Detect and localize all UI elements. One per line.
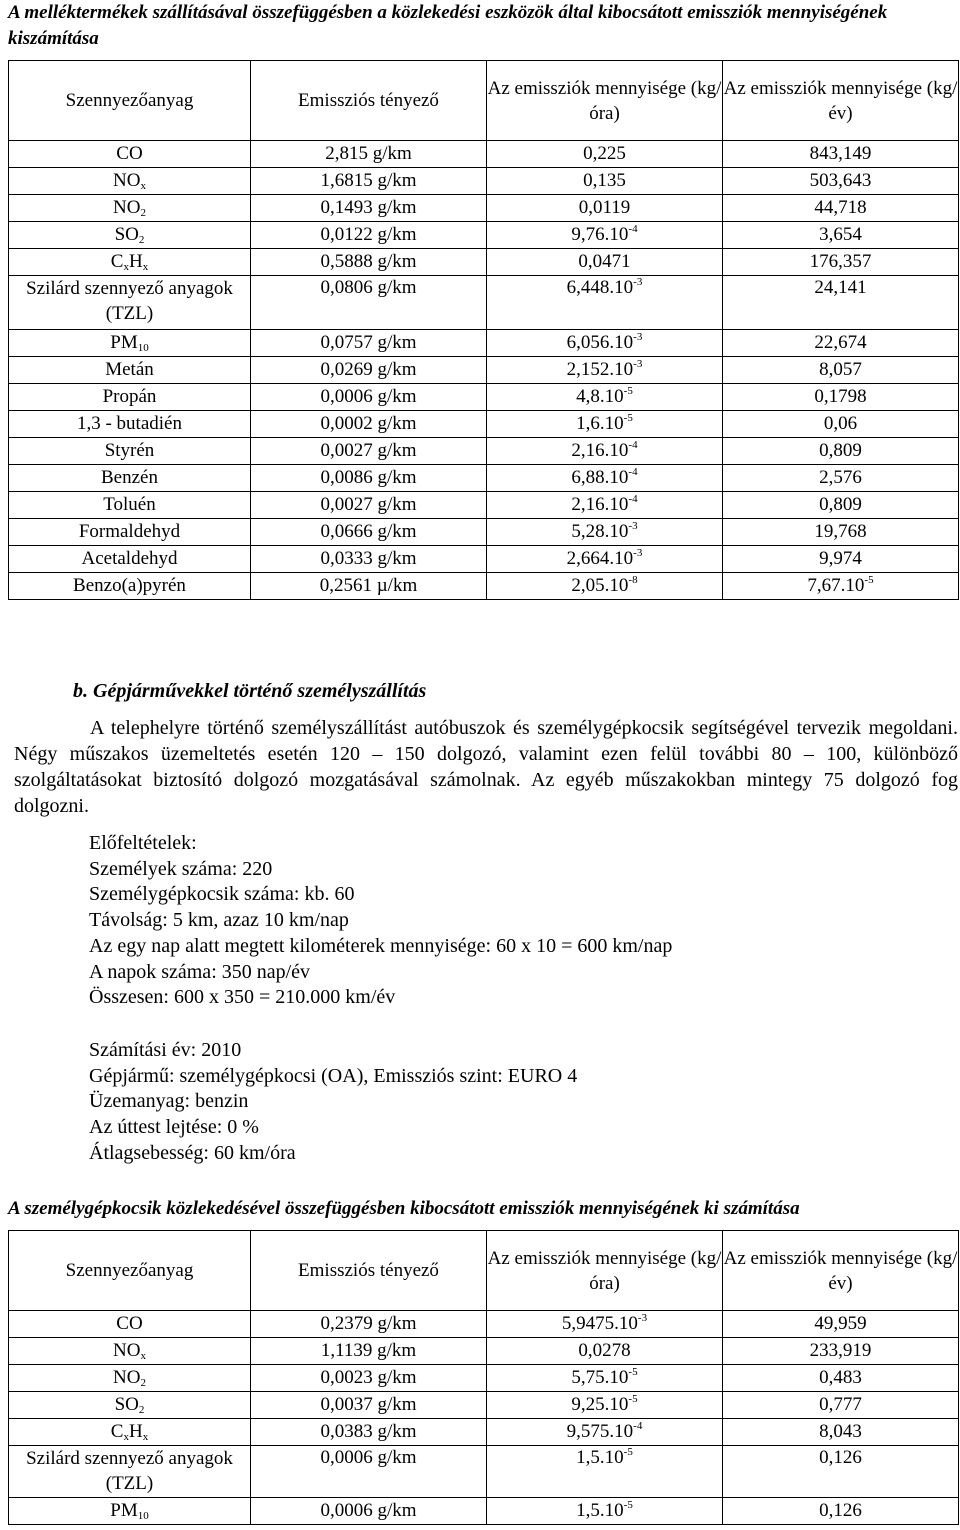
calc-line: Üzemanyag: benzin — [89, 1090, 249, 1113]
amount-per-hour-value: 1,6.10 — [576, 413, 624, 434]
cell-amount-per-hour — [487, 357, 723, 384]
emission-factor-value: 0,0006 g/km — [320, 386, 417, 407]
cell-emission-factor — [251, 276, 487, 330]
emission-factor-value: 0,0002 g/km — [320, 413, 417, 434]
table-row — [9, 249, 959, 276]
emission-table-byproducts — [8, 60, 959, 600]
table-row — [9, 1446, 959, 1498]
cell-amount-per-hour — [487, 1498, 723, 1525]
header-amount-per-hour: Az emissziók mennyisége (kg/óra) — [487, 61, 723, 141]
pollutant-name: Szilárd szennyező anyagok (TZL) — [26, 1448, 233, 1494]
pollutant-name-part: H — [128, 251, 143, 272]
cell-amount-per-year — [723, 1311, 959, 1338]
cell-amount-per-hour — [487, 384, 723, 411]
table-row — [9, 276, 959, 330]
cell-emission-factor — [251, 357, 487, 384]
cell-amount-per-year — [723, 195, 959, 222]
cell-pollutant — [9, 384, 251, 411]
cell-pollutant — [9, 168, 251, 195]
emission-factor-value: 0,5888 g/km — [320, 251, 417, 272]
emission-factor-value: 0,0027 g/km — [320, 440, 417, 461]
pollutant-subscript: 10 — [137, 342, 149, 354]
amount-per-year-value: 2,576 — [819, 467, 862, 488]
cell-amount-per-year — [723, 1365, 959, 1392]
pollutant-name: C — [110, 1421, 124, 1442]
cell-pollutant — [9, 546, 251, 573]
amount-per-hour-value: 0,225 — [583, 143, 626, 164]
cell-pollutant — [9, 1446, 251, 1498]
emission-factor-value: 0,2561 µ/km — [319, 575, 418, 596]
section-b-heading: b. Gépjárművekkel történő személyszállítás — [73, 680, 427, 702]
table-header-row — [9, 61, 959, 141]
cell-amount-per-hour — [487, 276, 723, 330]
cell-pollutant — [9, 276, 251, 330]
cell-amount-per-year — [723, 438, 959, 465]
amount-per-year-value: 0,1798 — [814, 386, 867, 407]
header-emission-factor: Emissziós tényező — [251, 1231, 487, 1311]
amount-per-year-value: 8,057 — [819, 359, 862, 380]
exponent: -3 — [633, 547, 643, 559]
cell-amount-per-hour — [487, 1419, 723, 1446]
emission-factor-value: 0,2379 g/km — [320, 1313, 417, 1334]
cell-amount-per-hour — [487, 1311, 723, 1338]
cell-amount-per-hour — [487, 168, 723, 195]
table-row — [9, 1311, 959, 1338]
cell-amount-per-year — [723, 1446, 959, 1498]
amount-per-year-value: 233,919 — [809, 1340, 872, 1361]
cell-amount-per-hour — [487, 438, 723, 465]
exponent: -5 — [623, 1446, 633, 1458]
cell-emission-factor — [251, 1446, 487, 1498]
prereq-line: Előfeltételek: — [89, 832, 197, 854]
header-emission-factor: Emissziós tényező — [251, 61, 487, 141]
cell-pollutant — [9, 411, 251, 438]
amount-per-hour-value: 5,9475.10 — [561, 1313, 638, 1334]
cell-emission-factor — [251, 330, 487, 357]
cell-emission-factor — [251, 519, 487, 546]
emission-factor-value: 0,0383 g/km — [320, 1421, 417, 1442]
pollutant-name: Acetaldehyd — [81, 548, 178, 569]
exponent: -8 — [628, 574, 638, 586]
cell-amount-per-year — [723, 573, 959, 600]
table-row — [9, 573, 959, 600]
amount-per-hour-value: 0,0471 — [578, 251, 631, 272]
emission-factor-value: 0,1493 g/km — [320, 197, 417, 218]
cell-amount-per-year — [723, 546, 959, 573]
amount-per-hour-value: 9,575.10 — [566, 1421, 634, 1442]
cell-emission-factor — [251, 1419, 487, 1446]
cell-emission-factor — [251, 1338, 487, 1365]
amount-per-hour-value: 2,16.10 — [571, 494, 629, 515]
amount-per-hour-value: 9,76.10 — [571, 224, 629, 245]
cell-pollutant — [9, 222, 251, 249]
amount-per-hour-value: 9,25.10 — [571, 1394, 629, 1415]
amount-per-hour-value: 5,75.10 — [571, 1367, 629, 1388]
cell-emission-factor — [251, 492, 487, 519]
pollutant-name: Benzén — [101, 467, 158, 488]
exponent: -5 — [623, 1499, 633, 1511]
pollutant-name: Metán — [105, 359, 154, 380]
emission-factor-value: 0,0006 g/km — [320, 1500, 417, 1521]
exponent: -5 — [623, 412, 633, 424]
cell-amount-per-year — [723, 411, 959, 438]
exponent: -4 — [628, 493, 638, 505]
header-amount-per-year: Az emissziók mennyisége (kg/év) — [723, 61, 959, 141]
exponent: -3 — [633, 276, 643, 288]
table-row — [9, 465, 959, 492]
pollutant-name: Szilárd szennyező anyagok (TZL) — [26, 278, 233, 324]
cell-emission-factor — [251, 411, 487, 438]
amount-per-year-value: 19,768 — [814, 521, 867, 542]
cell-amount-per-hour — [487, 1365, 723, 1392]
cell-amount-per-year — [723, 519, 959, 546]
cell-emission-factor — [251, 195, 487, 222]
emission-factor-value: 0,0806 g/km — [320, 277, 417, 298]
cell-emission-factor — [251, 438, 487, 465]
cell-amount-per-year — [723, 330, 959, 357]
exponent: -5 — [628, 1393, 638, 1405]
table-row — [9, 1365, 959, 1392]
amount-per-year-value: 0,777 — [819, 1394, 862, 1415]
cell-pollutant — [9, 1419, 251, 1446]
cell-amount-per-hour — [487, 573, 723, 600]
exponent: -3 — [633, 358, 643, 370]
exponent: -5 — [623, 385, 633, 397]
emission-table-cars — [8, 1230, 959, 1525]
section-b-paragraph: A telephelyre történő személyszállítást autóbuszok és személygépkocsik segítségével tervezik megoldani. Négy műszakos üzemeltetés esetén 120 – 150 dolgozó, valamint ezen felül további 80 – 100, különböző szolgáltatásokat biztosító dolgozó mozgatásával számolnak. Az egyéb műszakokban mintegy 75 dolgozó fog dolgozni. — [14, 717, 958, 817]
exponent: -3 — [633, 331, 643, 343]
table-row — [9, 411, 959, 438]
cell-emission-factor — [251, 1365, 487, 1392]
emission-factor-value: 0,0666 g/km — [320, 521, 417, 542]
amount-per-hour-value: 5,28.10 — [571, 521, 629, 542]
cell-emission-factor — [251, 168, 487, 195]
cell-pollutant — [9, 465, 251, 492]
cell-amount-per-hour — [487, 330, 723, 357]
emission-factor-value: 0,0037 g/km — [320, 1394, 417, 1415]
amount-per-year-value: 9,974 — [819, 548, 862, 569]
cell-amount-per-year — [723, 222, 959, 249]
pollutant-name: Styrén — [104, 440, 155, 461]
cell-emission-factor — [251, 573, 487, 600]
cell-pollutant — [9, 438, 251, 465]
cell-pollutant — [9, 1311, 251, 1338]
cell-amount-per-year — [723, 492, 959, 519]
table-row — [9, 1498, 959, 1525]
amount-per-hour-value: 0,135 — [583, 170, 626, 191]
emission-factor-value: 0,0086 g/km — [320, 467, 417, 488]
amount-per-hour-value: 2,152.10 — [566, 359, 634, 380]
prereq-line: Személyek száma: 220 — [89, 857, 273, 880]
amount-per-year-value: 49,959 — [814, 1313, 867, 1334]
pollutant-name: Toluén — [103, 494, 156, 515]
emission-factor-value: 1,1139 g/km — [320, 1340, 417, 1361]
cell-pollutant — [9, 141, 251, 168]
pollutant-name: Propán — [102, 386, 157, 407]
pollutant-name: Formaldehyd — [78, 521, 181, 542]
exponent: -4 — [628, 439, 638, 451]
cell-amount-per-hour — [487, 411, 723, 438]
emission-factor-value: 0,0122 g/km — [320, 224, 417, 245]
pollutant-subscript: x — [142, 1431, 149, 1443]
table-row — [9, 195, 959, 222]
exponent: -3 — [637, 1312, 648, 1324]
cell-amount-per-year — [723, 384, 959, 411]
emission-factor-value: 1,6815 g/km — [320, 170, 417, 191]
table-header-row — [9, 1231, 959, 1311]
exponent: -5 — [864, 574, 874, 586]
cell-amount-per-hour — [487, 1392, 723, 1419]
amount-per-year-value: 0,809 — [819, 440, 862, 461]
pollutant-subscript: x — [142, 261, 149, 273]
amount-per-year-value: 0,06 — [823, 413, 858, 434]
exponent: -3 — [628, 520, 638, 532]
cell-emission-factor — [251, 384, 487, 411]
cell-amount-per-year — [723, 357, 959, 384]
pollutant-name: PM — [110, 1500, 138, 1521]
cell-pollutant — [9, 357, 251, 384]
prereq-line: Távolság: 5 km, azaz 10 km/nap — [89, 909, 349, 932]
cell-amount-per-hour — [487, 141, 723, 168]
cell-emission-factor — [251, 1311, 487, 1338]
amount-per-hour-value: 4,8.10 — [576, 386, 624, 407]
cell-pollutant — [9, 1392, 251, 1419]
cell-pollutant — [9, 492, 251, 519]
cell-amount-per-hour — [487, 465, 723, 492]
cell-pollutant — [9, 330, 251, 357]
prereq-line: Összesen: 600 x 350 = 210.000 km/év — [89, 986, 396, 1009]
cell-pollutant — [9, 1338, 251, 1365]
amount-per-hour-value: 1,5.10 — [576, 1500, 624, 1521]
cell-pollutant — [9, 1365, 251, 1392]
amount-per-hour-value: 2,664.10 — [566, 548, 634, 569]
cell-amount-per-hour — [487, 249, 723, 276]
amount-per-year-value: 3,654 — [819, 224, 862, 245]
header-pollutant: Szennyezőanyag — [9, 1231, 251, 1311]
cell-amount-per-year — [723, 465, 959, 492]
amount-per-year-value: 24,141 — [814, 277, 867, 298]
emission-factor-value: 0,0023 g/km — [320, 1367, 417, 1388]
header-pollutant: Szennyezőanyag — [9, 61, 251, 141]
pollutant-subscript: 2 — [138, 1404, 145, 1416]
table-row — [9, 1338, 959, 1365]
amount-per-year-value: 0,126 — [819, 1447, 862, 1468]
amount-per-hour-value: 0,0278 — [578, 1340, 631, 1361]
pollutant-subscript: 2 — [140, 1377, 146, 1389]
amount-per-hour-value: 6,056.10 — [566, 332, 634, 353]
table-row — [9, 168, 959, 195]
table-row — [9, 141, 959, 168]
table-row — [9, 438, 959, 465]
exponent: -4 — [633, 1420, 643, 1432]
pollutant-name: PM — [110, 332, 138, 353]
amount-per-hour-value: 6,448.10 — [566, 277, 634, 298]
table1-title: A melléktermékek szállításával összefüggésben a közlekedési eszközök által kibocsátott emissziók mennyiségének kiszámítása — [8, 2, 888, 49]
pollutant-subscript: 2 — [138, 234, 145, 246]
pollutant-name: NO — [113, 170, 141, 191]
amount-per-year-value: 0,809 — [819, 494, 862, 515]
pollutant-name: CO — [116, 143, 143, 164]
amount-per-hour-value: 1,5.10 — [576, 1447, 624, 1468]
amount-per-hour-value: 0,0119 — [578, 197, 631, 218]
cell-amount-per-hour — [487, 492, 723, 519]
pollutant-subscript: x — [123, 1431, 129, 1443]
emission-factor-value: 0,0269 g/km — [320, 359, 417, 380]
emission-factor-value: 0,0027 g/km — [320, 494, 417, 515]
cell-pollutant — [9, 195, 251, 222]
cell-amount-per-hour — [487, 519, 723, 546]
table-row — [9, 384, 959, 411]
exponent: -4 — [628, 466, 638, 478]
pollutant-subscript: x — [140, 180, 146, 192]
cell-emission-factor — [251, 141, 487, 168]
amount-per-hour-value: 2,16.10 — [571, 440, 629, 461]
amount-per-year-value: 7,67.10 — [807, 575, 865, 596]
pollutant-subscript: 2 — [140, 207, 146, 219]
prereq-line: A napok száma: 350 nap/év — [89, 960, 311, 983]
pollutant-name: C — [110, 251, 124, 272]
cell-amount-per-year — [723, 1392, 959, 1419]
emission-factor-value: 0,0333 g/km — [320, 548, 417, 569]
emission-factor-value: 2,815 g/km — [325, 143, 412, 164]
cell-amount-per-hour — [487, 1446, 723, 1498]
cell-amount-per-hour — [487, 546, 723, 573]
pollutant-name: SO — [114, 1394, 139, 1415]
table2-title: A személygépkocsik közlekedésével összefüggésben kibocsátott emissziók mennyiségének ki számítása — [8, 1198, 800, 1219]
table-row — [9, 330, 959, 357]
prereq-line: Személygépkocsik száma: kb. 60 — [89, 883, 355, 906]
pollutant-name: NO — [113, 197, 141, 218]
table-row — [9, 519, 959, 546]
pollutant-name: CO — [116, 1313, 143, 1334]
cell-amount-per-year — [723, 1419, 959, 1446]
amount-per-hour-value: 2,05.10 — [571, 575, 629, 596]
cell-amount-per-year — [723, 1338, 959, 1365]
pollutant-name-part: H — [128, 1421, 143, 1442]
pollutant-name: NO — [113, 1340, 141, 1361]
pollutant-name: Benzo(a)pyrén — [73, 575, 186, 596]
cell-amount-per-year — [723, 1498, 959, 1525]
amount-per-year-value: 44,718 — [814, 197, 867, 218]
cell-amount-per-hour — [487, 1338, 723, 1365]
cell-amount-per-hour — [487, 222, 723, 249]
calc-line: Számítási év: 2010 — [89, 1039, 242, 1061]
cell-amount-per-hour — [487, 195, 723, 222]
amount-per-hour-value: 6,88.10 — [571, 467, 629, 488]
cell-pollutant — [9, 519, 251, 546]
amount-per-year-value: 176,357 — [809, 251, 872, 272]
pollutant-name: NO — [113, 1367, 141, 1388]
amount-per-year-value: 843,149 — [809, 143, 872, 164]
prereq-line: Az egy nap alatt megtett kilométerek mennyisége: 60 x 10 = 600 km/nap — [89, 934, 673, 957]
table-row — [9, 546, 959, 573]
prerequisites-list — [89, 831, 672, 1011]
pollutant-subscript: x — [123, 261, 129, 273]
pollutant-name: 1,3 - butadién — [76, 413, 182, 434]
header-amount-per-year: Az emissziók mennyisége (kg/év) — [723, 1231, 959, 1311]
table-row — [9, 1419, 959, 1446]
cell-emission-factor — [251, 249, 487, 276]
calc-line: Az úttest lejtése: 0 % — [89, 1116, 259, 1139]
cell-pollutant — [9, 249, 251, 276]
cell-amount-per-year — [723, 141, 959, 168]
header-amount-per-hour: Az emissziók mennyisége (kg/óra) — [487, 1231, 723, 1311]
table-row — [9, 222, 959, 249]
amount-per-year-value: 0,483 — [819, 1367, 862, 1388]
amount-per-year-value: 8,043 — [819, 1421, 862, 1442]
table-row — [9, 357, 959, 384]
cell-emission-factor — [251, 546, 487, 573]
cell-emission-factor — [251, 465, 487, 492]
calc-line: Gépjármű: személygépkocsi (OA), Emissziós szint: EURO 4 — [89, 1064, 578, 1087]
pollutant-name: SO — [114, 224, 139, 245]
calculation-parameters-list — [89, 1038, 577, 1167]
cell-pollutant — [9, 1498, 251, 1525]
pollutant-subscript: x — [140, 1350, 146, 1362]
cell-amount-per-year — [723, 168, 959, 195]
cell-emission-factor — [251, 222, 487, 249]
cell-amount-per-year — [723, 249, 959, 276]
cell-emission-factor — [251, 1498, 487, 1525]
emission-factor-value: 0,0006 g/km — [320, 1447, 417, 1468]
emission-factor-value: 0,0757 g/km — [320, 332, 417, 353]
pollutant-subscript: 10 — [137, 1510, 149, 1522]
table-row — [9, 1392, 959, 1419]
cell-emission-factor — [251, 1392, 487, 1419]
amount-per-year-value: 503,643 — [809, 170, 872, 191]
exponent: -4 — [628, 223, 638, 235]
calc-line: Átlagsebesség: 60 km/óra — [89, 1141, 296, 1164]
cell-pollutant — [9, 573, 251, 600]
amount-per-year-value: 22,674 — [814, 332, 867, 353]
amount-per-year-value: 0,126 — [819, 1500, 862, 1521]
table-row — [9, 492, 959, 519]
cell-amount-per-year — [723, 276, 959, 330]
exponent: -5 — [628, 1366, 638, 1378]
